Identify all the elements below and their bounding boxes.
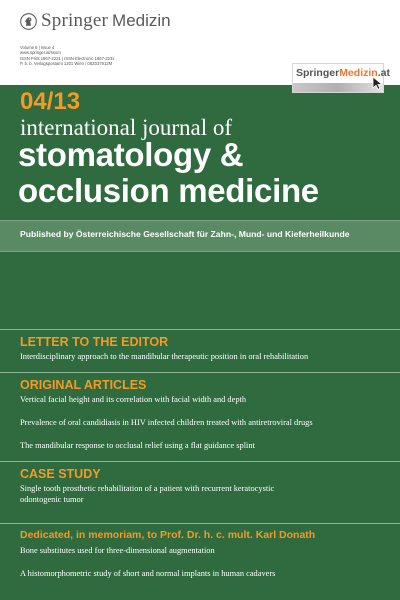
publisher-band — [0, 220, 400, 252]
section-divider — [0, 329, 400, 330]
mouse-pointer-icon — [372, 76, 384, 90]
brand-springer-text: Springer — [41, 10, 109, 31]
article-item[interactable]: Single tooth prosthetic rehabilitation of a patient with recurrent keratocystic — [20, 484, 275, 493]
section-original-articles-heading: ORIGINAL ARTICLES — [20, 378, 147, 392]
journal-title-line2: stomatology & — [18, 136, 244, 173]
meta-website[interactable]: www.springer.at/ssom — [20, 50, 61, 56]
brand-medizin-text: Medizin — [112, 11, 171, 30]
journal-title-line1: international journal of — [20, 115, 233, 140]
meta-issn: ISSN Print 1867-2221 | ISSN Electronic 1867-223x — [20, 55, 115, 61]
article-item[interactable]: Bone substitutes used for three-dimensional augmentation — [20, 546, 215, 555]
springer-chess-knight-icon — [20, 13, 37, 30]
article-item[interactable]: The mandibular response to occlusal relief using a flat guidance splint — [20, 441, 255, 450]
springer-medizin-logo[interactable] — [20, 9, 171, 33]
article-item-continuation[interactable]: odontogenic tumor — [20, 495, 84, 504]
section-case-study-heading: CASE STUDY — [20, 467, 101, 481]
promo-springer-text: Springer — [296, 67, 340, 79]
promo-medizin-text: Medizin — [339, 67, 378, 79]
article-item[interactable]: A histomorphometric study of short and normal implants in human cadavers — [20, 569, 276, 578]
section-divider — [0, 372, 400, 373]
section-divider — [0, 523, 400, 524]
article-item[interactable]: Interdisciplinary approach to the mandibular therapeutic position in oral rehabilitation — [20, 352, 309, 361]
journal-title-line3: occlusion medicine — [18, 172, 319, 209]
article-item[interactable]: Vertical facial height and its correlation with facial width and depth — [20, 395, 247, 404]
publisher-text: Published by Österreichische Gesellschaft für Zahn-, Mund- und Kieferheilkunde — [20, 229, 350, 239]
springermedizin-at-link[interactable] — [292, 63, 390, 93]
section-letter-to-editor-heading: LETTER TO THE EDITOR — [20, 335, 169, 349]
issue-number: 04/13 — [20, 88, 81, 115]
meta-volume: Volume 6 | Issue 4 — [20, 45, 55, 50]
promo-tld-text: .at — [377, 67, 390, 79]
promo-strip — [293, 83, 383, 92]
issue-metadata — [20, 45, 114, 67]
section-memoriam-heading: Dedicated, in memoriam, to Prof. Dr. h. c. mult. Karl Donath — [20, 529, 316, 541]
section-divider — [0, 461, 400, 462]
article-item[interactable]: Prevalence of oral candidiasis in HIV infected children treated with antiretroviral drugs — [20, 418, 313, 427]
meta-postal: P. b. b. Verlagspostamt 1201 Wien / 08Z037912M — [20, 61, 113, 67]
